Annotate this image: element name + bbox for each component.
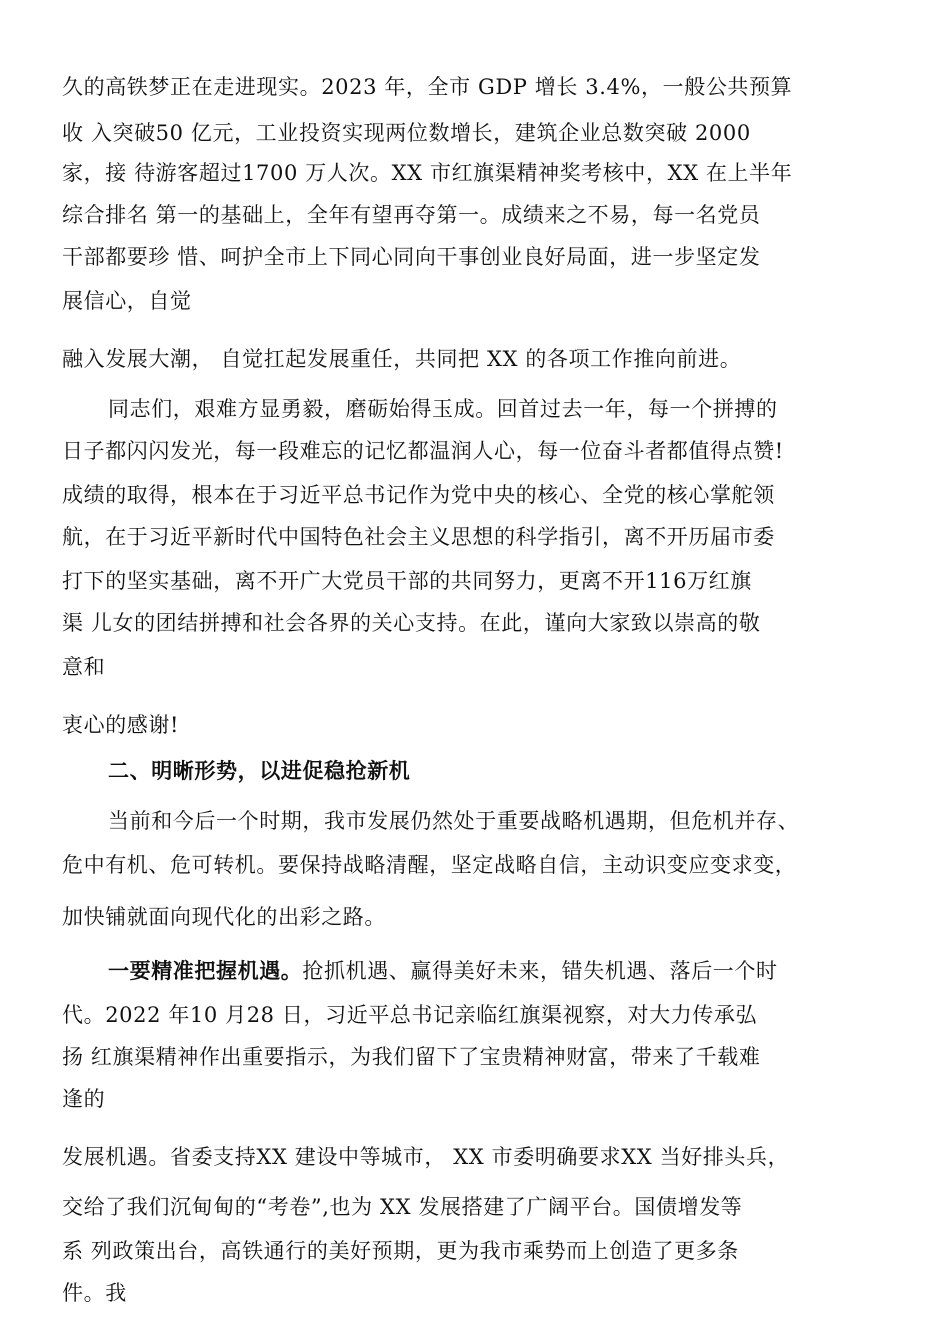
paragraph-line: 综合排名 第一的基础上，全年有望再夺第一。成绩来之不易，每一名党员	[62, 203, 761, 227]
paragraph-line: 件。我	[62, 1281, 127, 1305]
paragraph-line: 融入发展大潮， 自觉扛起发展重任，共同把 XX 的各项工作推向前进。	[62, 347, 742, 371]
paragraph-line: 家，接 待游客超过1700 万人次。XX 市红旗渠精神奖考核中，XX 在上半年	[62, 161, 793, 185]
paragraph-line: 发展机遇。省委支持XX 建设中等城市， XX 市委明确要求XX 当好排头兵，	[62, 1145, 790, 1169]
paragraph-line: 代。2022 年10 月28 日，习近平总书记亲临红旗渠视察，对大力传承弘	[62, 1003, 758, 1027]
paragraph-line: 久的高铁梦正在走进现实。2023 年，全市 GDP 增长 3.4%，一般公共预算	[62, 75, 793, 99]
paragraph-line: 干部都要珍 惜、呵护全市上下同心同向干事创业良好局面，进一步坚定发	[62, 245, 761, 269]
paragraph-line: 当前和今后一个时期，我市发展仍然处于重要战略机遇期，但危机并存、	[108, 809, 800, 833]
paragraph-line: 同志们，艰难方显勇毅，磨砺始得玉成。回首过去一年，每一个拼搏的	[108, 397, 778, 421]
paragraph-line: 加快铺就面向现代化的出彩之路。	[62, 905, 386, 929]
paragraph-line	[108, 956, 778, 986]
paragraph-line: 收 入突破50 亿元，工业投资实现两位数增长，建筑企业总数突破 2000	[62, 121, 751, 145]
paragraph-line: 日子都闪闪发光，每一段难忘的记忆都温润人心，每一位奋斗者都值得点赞!	[62, 439, 784, 463]
paragraph-line: 逢的	[62, 1087, 106, 1111]
paragraph-line: 交给了我们沉甸甸的“考卷”,也为 XX 发展搭建了广阔平台。国债增发等	[62, 1195, 743, 1219]
paragraph-line: 航，在于习近平新时代中国特色社会主义思想的科学指引，离不开历届市委	[62, 525, 775, 549]
paragraph-line: 成绩的取得，根本在于习近平总书记作为党中央的核心、全党的核心掌舵领	[62, 483, 775, 507]
paragraph-line: 渠 儿女的团结拼搏和社会各界的关心支持。在此，谨向大家致以崇高的敬	[62, 611, 761, 635]
paragraph-line: 打下的坚实基础，离不开广大党员干部的共同努力，更离不开116万红旗	[62, 569, 752, 593]
paragraph-line: 展信心，自觉	[62, 289, 192, 313]
paragraph-text: 抢抓机遇、赢得美好未来，错失机遇、落后一个时	[302, 959, 778, 983]
bold-lead-text: 一要精准把握机遇。	[108, 959, 303, 983]
paragraph-line: 衷心的感谢!	[62, 713, 180, 737]
paragraph-line: 系 列政策出台，高铁通行的美好预期，更为我市乘势而上创造了更多条	[62, 1239, 739, 1263]
paragraph-line: 扬 红旗渠精神作出重要指示，为我们留下了宝贵精神财富，带来了千载难	[62, 1045, 761, 1069]
paragraph-line: 意和	[62, 655, 106, 679]
paragraph-line: 危中有机、危可转机。要保持战略清醒，坚定战略自信，主动识变应变求变，	[62, 853, 797, 877]
section-heading: 二、明晰形势，以进促稳抢新机	[108, 759, 411, 783]
